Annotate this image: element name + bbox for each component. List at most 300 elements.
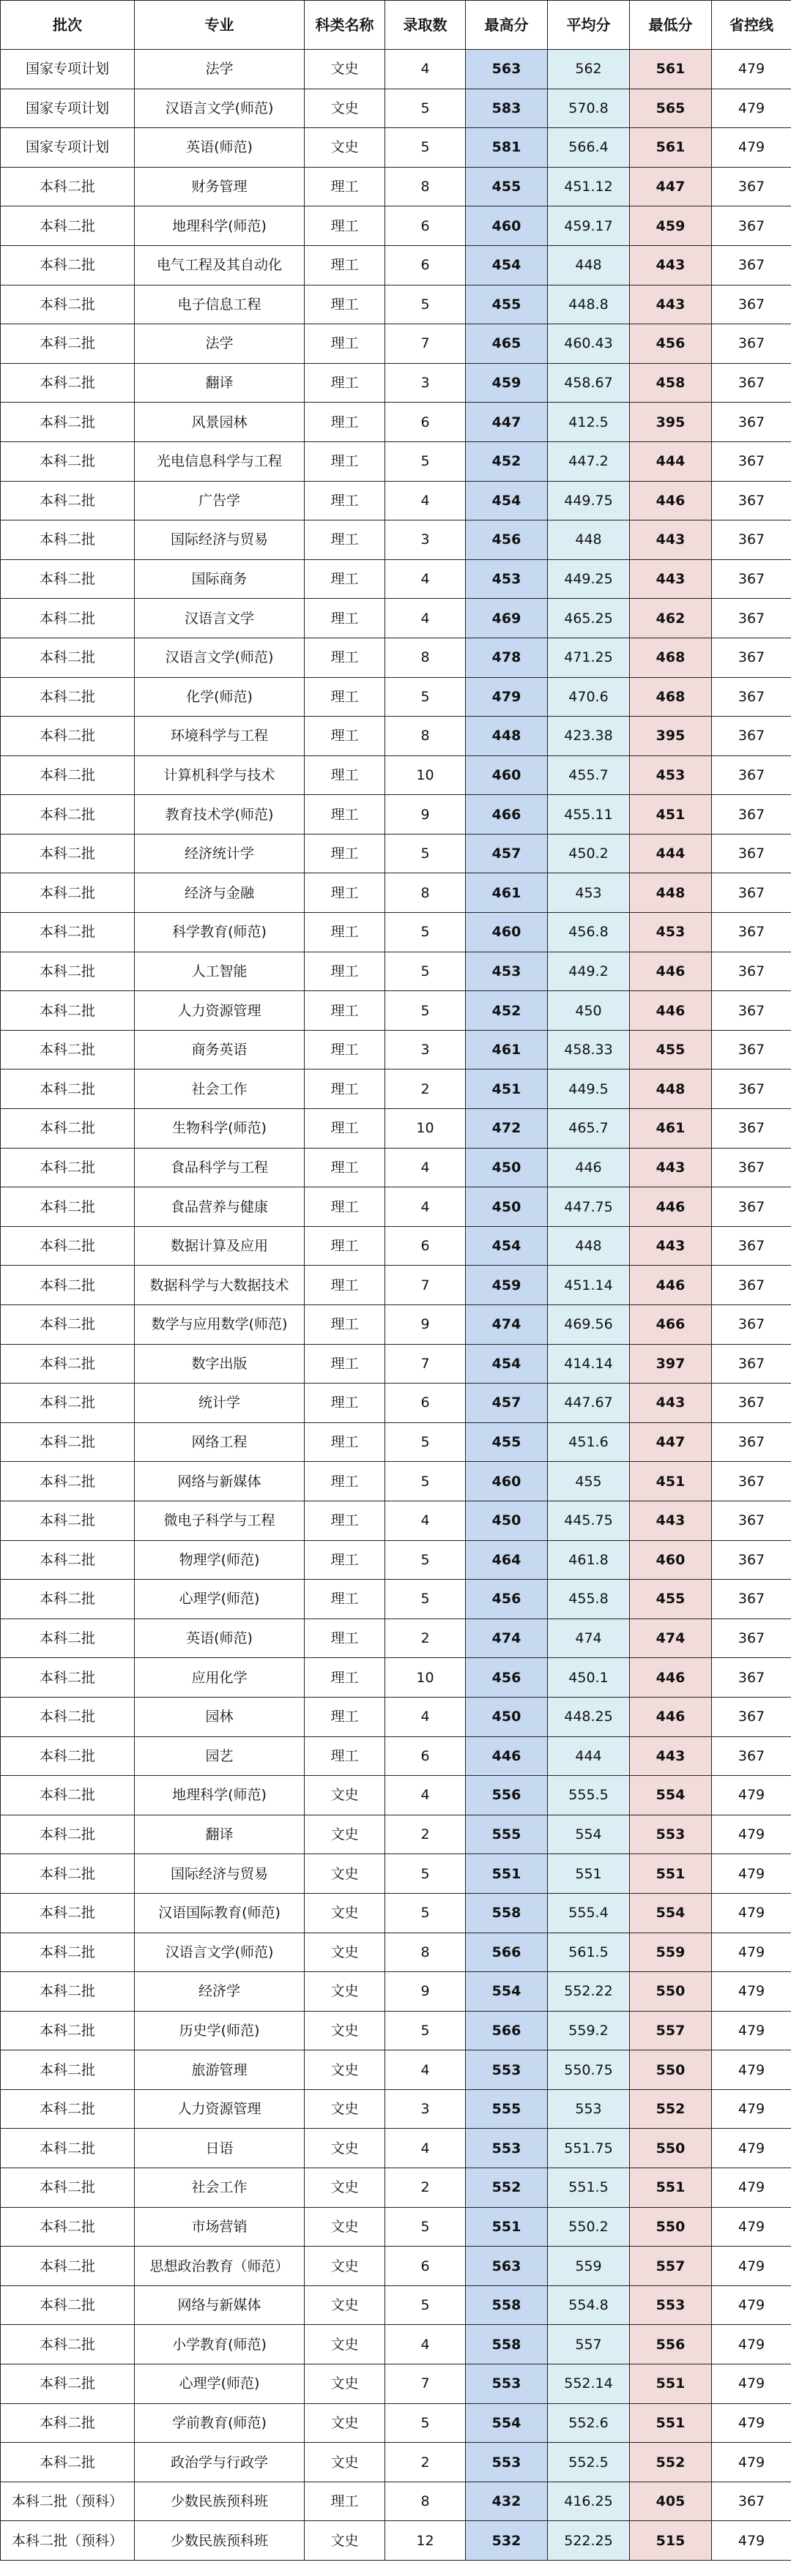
table-row — [1, 2521, 791, 2561]
cell-admitted-count: 5 — [385, 834, 466, 873]
cell-admitted-count: 5 — [385, 1854, 466, 1894]
cell-admitted-count: 4 — [385, 1148, 466, 1187]
cell-admitted-count: 4 — [385, 559, 466, 599]
cell-admitted-count: 10 — [385, 1658, 466, 1698]
cell-max-score: 460 — [466, 206, 548, 246]
cell-major: 广告学 — [135, 481, 305, 520]
cell-admitted-count: 2 — [385, 2168, 466, 2208]
cell-max-score: 466 — [466, 795, 548, 835]
cell-category: 文史 — [305, 2403, 385, 2443]
cell-avg-score: 412.5 — [548, 403, 630, 442]
cell-major: 汉语言文学(师范) — [135, 89, 305, 128]
cell-avg-score: 445.75 — [548, 1501, 630, 1540]
cell-max-score: 450 — [466, 1501, 548, 1540]
cell-max-score: 474 — [466, 1619, 548, 1658]
cell-batch: 本科二批 — [1, 873, 135, 913]
cell-min-score: 565 — [630, 89, 712, 128]
cell-avg-score: 456.8 — [548, 913, 630, 952]
cell-avg-score: 554.8 — [548, 2285, 630, 2325]
cell-max-score: 566 — [466, 2011, 548, 2050]
cell-avg-score: 423.38 — [548, 717, 630, 756]
cell-batch: 本科二批 — [1, 1776, 135, 1815]
cell-major: 小学教育(师范) — [135, 2325, 305, 2364]
cell-admitted-count: 9 — [385, 1305, 466, 1345]
table-row — [1, 677, 791, 717]
cell-control-line: 367 — [712, 1030, 791, 1069]
cell-admitted-count: 2 — [385, 2443, 466, 2482]
cell-avg-score: 555.4 — [548, 1893, 630, 1933]
cell-batch: 本科二批 — [1, 1030, 135, 1069]
cell-control-line: 367 — [712, 481, 791, 520]
cell-major: 物理学(师范) — [135, 1540, 305, 1580]
cell-avg-score: 554 — [548, 1815, 630, 1854]
cell-max-score: 455 — [466, 1422, 548, 1462]
cell-avg-score: 450.2 — [548, 834, 630, 873]
cell-max-score: 553 — [466, 2129, 548, 2168]
table-row — [1, 599, 791, 638]
table-row — [1, 2011, 791, 2050]
cell-avg-score: 474 — [548, 1619, 630, 1658]
cell-control-line: 367 — [712, 1619, 791, 1658]
cell-control-line: 367 — [712, 1736, 791, 1776]
cell-min-score: 461 — [630, 1109, 712, 1149]
cell-admitted-count: 6 — [385, 245, 466, 285]
cell-admitted-count: 6 — [385, 206, 466, 246]
cell-admitted-count: 5 — [385, 991, 466, 1031]
cell-avg-score: 570.8 — [548, 89, 630, 128]
cell-admitted-count: 2 — [385, 1815, 466, 1854]
table-row — [1, 1266, 791, 1305]
cell-control-line: 479 — [712, 2247, 791, 2286]
cell-min-score: 443 — [630, 1226, 712, 1266]
cell-batch: 本科二批（预科） — [1, 2482, 135, 2521]
cell-min-score: 448 — [630, 873, 712, 913]
cell-major: 科学教育(师范) — [135, 913, 305, 952]
cell-min-score: 456 — [630, 324, 712, 364]
cell-major: 市场营销 — [135, 2207, 305, 2247]
cell-admitted-count: 3 — [385, 1030, 466, 1069]
cell-control-line: 367 — [712, 285, 791, 324]
cell-avg-score: 447.2 — [548, 441, 630, 481]
table-row — [1, 206, 791, 246]
cell-max-score: 566 — [466, 1933, 548, 1972]
cell-max-score: 478 — [466, 638, 548, 677]
cell-category: 理工 — [305, 441, 385, 481]
cell-admitted-count: 6 — [385, 1384, 466, 1423]
cell-max-score: 432 — [466, 2482, 548, 2521]
cell-max-score: 551 — [466, 2207, 548, 2247]
cell-category: 理工 — [305, 1501, 385, 1540]
cell-major: 国际经济与贸易 — [135, 520, 305, 560]
cell-category: 理工 — [305, 1069, 385, 1109]
header-max-score: 最高分 — [466, 1, 548, 50]
cell-min-score: 561 — [630, 128, 712, 168]
cell-max-score: 460 — [466, 913, 548, 952]
cell-admitted-count: 2 — [385, 1619, 466, 1658]
table-row — [1, 638, 791, 677]
cell-control-line: 367 — [712, 206, 791, 246]
table-row — [1, 167, 791, 206]
cell-min-score: 444 — [630, 441, 712, 481]
cell-category: 理工 — [305, 1266, 385, 1305]
cell-min-score: 550 — [630, 2050, 712, 2090]
cell-major: 翻译 — [135, 363, 305, 403]
cell-admitted-count: 5 — [385, 1580, 466, 1619]
table-row — [1, 2285, 791, 2325]
cell-control-line: 479 — [712, 2403, 791, 2443]
cell-avg-score: 471.25 — [548, 638, 630, 677]
cell-control-line: 479 — [712, 50, 791, 89]
cell-min-score: 443 — [630, 520, 712, 560]
table-row — [1, 1344, 791, 1384]
cell-major: 翻译 — [135, 1815, 305, 1854]
cell-avg-score: 566.4 — [548, 128, 630, 168]
cell-admitted-count: 4 — [385, 1187, 466, 1227]
cell-control-line: 367 — [712, 1187, 791, 1227]
cell-batch: 本科二批 — [1, 834, 135, 873]
cell-admitted-count: 4 — [385, 2129, 466, 2168]
cell-admitted-count: 4 — [385, 599, 466, 638]
cell-control-line: 367 — [712, 1344, 791, 1384]
table-row — [1, 2129, 791, 2168]
cell-category: 理工 — [305, 559, 385, 599]
cell-max-score: 465 — [466, 324, 548, 364]
cell-min-score: 453 — [630, 755, 712, 795]
cell-max-score: 457 — [466, 1384, 548, 1423]
cell-min-score: 446 — [630, 1266, 712, 1305]
cell-category: 文史 — [305, 2285, 385, 2325]
cell-category: 理工 — [305, 952, 385, 991]
cell-batch: 本科二批 — [1, 1854, 135, 1894]
cell-batch: 本科二批 — [1, 638, 135, 677]
cell-admitted-count: 2 — [385, 1069, 466, 1109]
cell-max-score: 563 — [466, 2247, 548, 2286]
cell-major: 网络与新媒体 — [135, 2285, 305, 2325]
cell-batch: 本科二批 — [1, 2011, 135, 2050]
cell-avg-score: 550.75 — [548, 2050, 630, 2090]
cell-min-score: 460 — [630, 1540, 712, 1580]
cell-avg-score: 451.12 — [548, 167, 630, 206]
cell-control-line: 367 — [712, 559, 791, 599]
cell-category: 理工 — [305, 1305, 385, 1345]
cell-control-line: 479 — [712, 89, 791, 128]
cell-min-score: 552 — [630, 2443, 712, 2482]
cell-batch: 本科二批 — [1, 1226, 135, 1266]
cell-avg-score: 557 — [548, 2325, 630, 2364]
table-row — [1, 520, 791, 560]
cell-major: 计算机科学与技术 — [135, 755, 305, 795]
cell-major: 财务管理 — [135, 167, 305, 206]
cell-category: 文史 — [305, 2168, 385, 2208]
cell-avg-score: 455.8 — [548, 1580, 630, 1619]
cell-min-score: 443 — [630, 245, 712, 285]
cell-control-line: 479 — [712, 2089, 791, 2129]
cell-batch: 本科二批 — [1, 795, 135, 835]
cell-max-score: 555 — [466, 2089, 548, 2129]
header-admitted-count: 录取数 — [385, 1, 466, 50]
cell-avg-score: 550.2 — [548, 2207, 630, 2247]
cell-major: 法学 — [135, 50, 305, 89]
cell-category: 理工 — [305, 717, 385, 756]
cell-control-line: 367 — [712, 1422, 791, 1462]
cell-control-line: 479 — [712, 2443, 791, 2482]
cell-admitted-count: 5 — [385, 2403, 466, 2443]
cell-admitted-count: 5 — [385, 128, 466, 168]
cell-batch: 本科二批 — [1, 2247, 135, 2286]
cell-control-line: 367 — [712, 834, 791, 873]
cell-category: 文史 — [305, 2011, 385, 2050]
cell-batch: 本科二批 — [1, 913, 135, 952]
cell-control-line: 479 — [712, 2050, 791, 2090]
cell-min-score: 552 — [630, 2089, 712, 2129]
cell-min-score: 551 — [630, 2403, 712, 2443]
cell-min-score: 443 — [630, 1148, 712, 1187]
cell-max-score: 456 — [466, 1580, 548, 1619]
cell-category: 理工 — [305, 913, 385, 952]
cell-category: 理工 — [305, 520, 385, 560]
cell-admitted-count: 7 — [385, 1344, 466, 1384]
cell-avg-score: 553 — [548, 2089, 630, 2129]
cell-control-line: 367 — [712, 873, 791, 913]
table-row — [1, 1148, 791, 1187]
cell-control-line: 367 — [712, 245, 791, 285]
cell-admitted-count: 5 — [385, 89, 466, 128]
cell-min-score: 444 — [630, 834, 712, 873]
cell-batch: 本科二批 — [1, 1658, 135, 1698]
cell-max-score: 459 — [466, 363, 548, 403]
cell-avg-score: 551.75 — [548, 2129, 630, 2168]
cell-avg-score: 449.25 — [548, 559, 630, 599]
cell-admitted-count: 5 — [385, 1893, 466, 1933]
cell-category: 文史 — [305, 2521, 385, 2561]
cell-batch: 本科二批 — [1, 285, 135, 324]
cell-category: 文史 — [305, 2325, 385, 2364]
cell-batch: 本科二批 — [1, 1736, 135, 1776]
cell-min-score: 515 — [630, 2521, 712, 2561]
cell-category: 理工 — [305, 481, 385, 520]
cell-avg-score: 470.6 — [548, 677, 630, 717]
cell-min-score: 395 — [630, 403, 712, 442]
cell-batch: 本科二批 — [1, 1972, 135, 2012]
cell-max-score: 553 — [466, 2364, 548, 2404]
cell-batch: 本科二批 — [1, 1815, 135, 1854]
cell-max-score: 460 — [466, 755, 548, 795]
cell-admitted-count: 8 — [385, 1933, 466, 1972]
table-row — [1, 1854, 791, 1894]
cell-max-score: 451 — [466, 1069, 548, 1109]
cell-control-line: 367 — [712, 1501, 791, 1540]
table-row — [1, 991, 791, 1031]
cell-category: 理工 — [305, 991, 385, 1031]
cell-max-score: 464 — [466, 1540, 548, 1580]
header-major: 专业 — [135, 1, 305, 50]
cell-max-score: 563 — [466, 50, 548, 89]
cell-batch: 本科二批 — [1, 245, 135, 285]
table-row — [1, 755, 791, 795]
cell-control-line: 367 — [712, 952, 791, 991]
cell-major: 电气工程及其自动化 — [135, 245, 305, 285]
table-row — [1, 128, 791, 168]
cell-admitted-count: 5 — [385, 1462, 466, 1501]
cell-major: 少数民族预科班 — [135, 2482, 305, 2521]
cell-major: 国际商务 — [135, 559, 305, 599]
cell-max-score: 459 — [466, 1266, 548, 1305]
cell-avg-score: 555.5 — [548, 1776, 630, 1815]
header-control-line: 省控线 — [712, 1, 791, 50]
cell-category: 理工 — [305, 1658, 385, 1698]
cell-control-line: 367 — [712, 913, 791, 952]
cell-batch: 本科二批 — [1, 363, 135, 403]
table-body — [1, 50, 791, 2561]
cell-category: 文史 — [305, 1815, 385, 1854]
cell-min-score: 397 — [630, 1344, 712, 1384]
cell-batch: 本科二批 — [1, 1266, 135, 1305]
cell-category: 理工 — [305, 245, 385, 285]
cell-control-line: 479 — [712, 2011, 791, 2050]
cell-avg-score: 455 — [548, 1462, 630, 1501]
cell-major: 化学(师范) — [135, 677, 305, 717]
cell-batch: 本科二批 — [1, 717, 135, 756]
cell-admitted-count: 4 — [385, 1501, 466, 1540]
cell-max-score: 472 — [466, 1109, 548, 1149]
cell-control-line: 367 — [712, 795, 791, 835]
table-row — [1, 1619, 791, 1658]
table-row — [1, 403, 791, 442]
cell-avg-score: 416.25 — [548, 2482, 630, 2521]
cell-control-line: 367 — [712, 403, 791, 442]
table-row — [1, 1815, 791, 1854]
cell-max-score: 454 — [466, 1226, 548, 1266]
table-row — [1, 285, 791, 324]
cell-avg-score: 465.7 — [548, 1109, 630, 1149]
cell-max-score: 551 — [466, 1854, 548, 1894]
cell-batch: 本科二批 — [1, 2285, 135, 2325]
cell-min-score: 474 — [630, 1619, 712, 1658]
cell-max-score: 479 — [466, 677, 548, 717]
cell-admitted-count: 4 — [385, 2050, 466, 2090]
cell-admitted-count: 5 — [385, 1422, 466, 1462]
cell-major: 食品营养与健康 — [135, 1187, 305, 1227]
cell-control-line: 367 — [712, 1658, 791, 1698]
cell-category: 理工 — [305, 795, 385, 835]
cell-major: 思想政治教育（师范） — [135, 2247, 305, 2286]
cell-control-line: 479 — [712, 2521, 791, 2561]
cell-min-score: 557 — [630, 2011, 712, 2050]
cell-category: 理工 — [305, 167, 385, 206]
cell-min-score: 448 — [630, 1069, 712, 1109]
cell-category: 文史 — [305, 50, 385, 89]
cell-control-line: 479 — [712, 2285, 791, 2325]
cell-category: 文史 — [305, 1776, 385, 1815]
table-row — [1, 952, 791, 991]
table-row — [1, 50, 791, 89]
cell-min-score: 468 — [630, 638, 712, 677]
cell-admitted-count: 3 — [385, 2089, 466, 2129]
table-row — [1, 2364, 791, 2404]
cell-admitted-count: 5 — [385, 2011, 466, 2050]
cell-min-score: 443 — [630, 1384, 712, 1423]
cell-avg-score: 447.67 — [548, 1384, 630, 1423]
cell-avg-score: 458.67 — [548, 363, 630, 403]
cell-admitted-count: 5 — [385, 2285, 466, 2325]
table-row — [1, 1540, 791, 1580]
cell-major: 风景园林 — [135, 403, 305, 442]
cell-admitted-count: 8 — [385, 638, 466, 677]
cell-category: 文史 — [305, 2089, 385, 2129]
cell-control-line: 479 — [712, 1972, 791, 2012]
cell-batch: 本科二批 — [1, 2050, 135, 2090]
cell-category: 文史 — [305, 1933, 385, 1972]
cell-control-line: 479 — [712, 1776, 791, 1815]
cell-major: 园林 — [135, 1697, 305, 1736]
cell-avg-score: 460.43 — [548, 324, 630, 364]
cell-max-score: 469 — [466, 599, 548, 638]
cell-max-score: 558 — [466, 2325, 548, 2364]
cell-major: 汉语言文学(师范) — [135, 638, 305, 677]
cell-control-line: 367 — [712, 1148, 791, 1187]
cell-major: 环境科学与工程 — [135, 717, 305, 756]
cell-batch: 本科二批 — [1, 2207, 135, 2247]
cell-batch: 本科二批 — [1, 1540, 135, 1580]
cell-max-score: 453 — [466, 952, 548, 991]
cell-control-line: 367 — [712, 1580, 791, 1619]
cell-min-score: 550 — [630, 2129, 712, 2168]
cell-admitted-count: 4 — [385, 50, 466, 89]
cell-avg-score: 469.56 — [548, 1305, 630, 1345]
cell-avg-score: 459.17 — [548, 206, 630, 246]
cell-batch: 本科二批 — [1, 167, 135, 206]
cell-category: 理工 — [305, 1540, 385, 1580]
cell-category: 文史 — [305, 2129, 385, 2168]
cell-major: 经济与金融 — [135, 873, 305, 913]
cell-max-score: 450 — [466, 1697, 548, 1736]
table-row — [1, 1109, 791, 1149]
cell-batch: 本科二批 — [1, 2364, 135, 2404]
cell-major: 光电信息科学与工程 — [135, 441, 305, 481]
table-row — [1, 441, 791, 481]
cell-control-line: 367 — [712, 599, 791, 638]
cell-major: 网络工程 — [135, 1422, 305, 1462]
cell-max-score: 583 — [466, 89, 548, 128]
table-row — [1, 1422, 791, 1462]
cell-batch: 本科二批 — [1, 1462, 135, 1501]
cell-batch: 本科二批 — [1, 559, 135, 599]
cell-major: 微电子科学与工程 — [135, 1501, 305, 1540]
cell-avg-score: 461.8 — [548, 1540, 630, 1580]
table-row — [1, 559, 791, 599]
cell-max-score: 446 — [466, 1736, 548, 1776]
cell-batch: 本科二批 — [1, 1619, 135, 1658]
cell-avg-score: 449.2 — [548, 952, 630, 991]
cell-major: 日语 — [135, 2129, 305, 2168]
cell-category: 理工 — [305, 1697, 385, 1736]
cell-min-score: 466 — [630, 1305, 712, 1345]
cell-batch: 本科二批 — [1, 1501, 135, 1540]
cell-min-score: 561 — [630, 50, 712, 89]
cell-category: 文史 — [305, 2050, 385, 2090]
cell-avg-score: 453 — [548, 873, 630, 913]
cell-min-score: 443 — [630, 559, 712, 599]
cell-control-line: 479 — [712, 2325, 791, 2364]
table-row — [1, 1658, 791, 1698]
table-row — [1, 1933, 791, 1972]
cell-batch: 本科二批 — [1, 481, 135, 520]
cell-avg-score: 448.25 — [548, 1697, 630, 1736]
cell-major: 生物科学(师范) — [135, 1109, 305, 1149]
cell-control-line: 367 — [712, 324, 791, 364]
cell-min-score: 551 — [630, 1854, 712, 1894]
cell-batch: 本科二批 — [1, 1109, 135, 1149]
